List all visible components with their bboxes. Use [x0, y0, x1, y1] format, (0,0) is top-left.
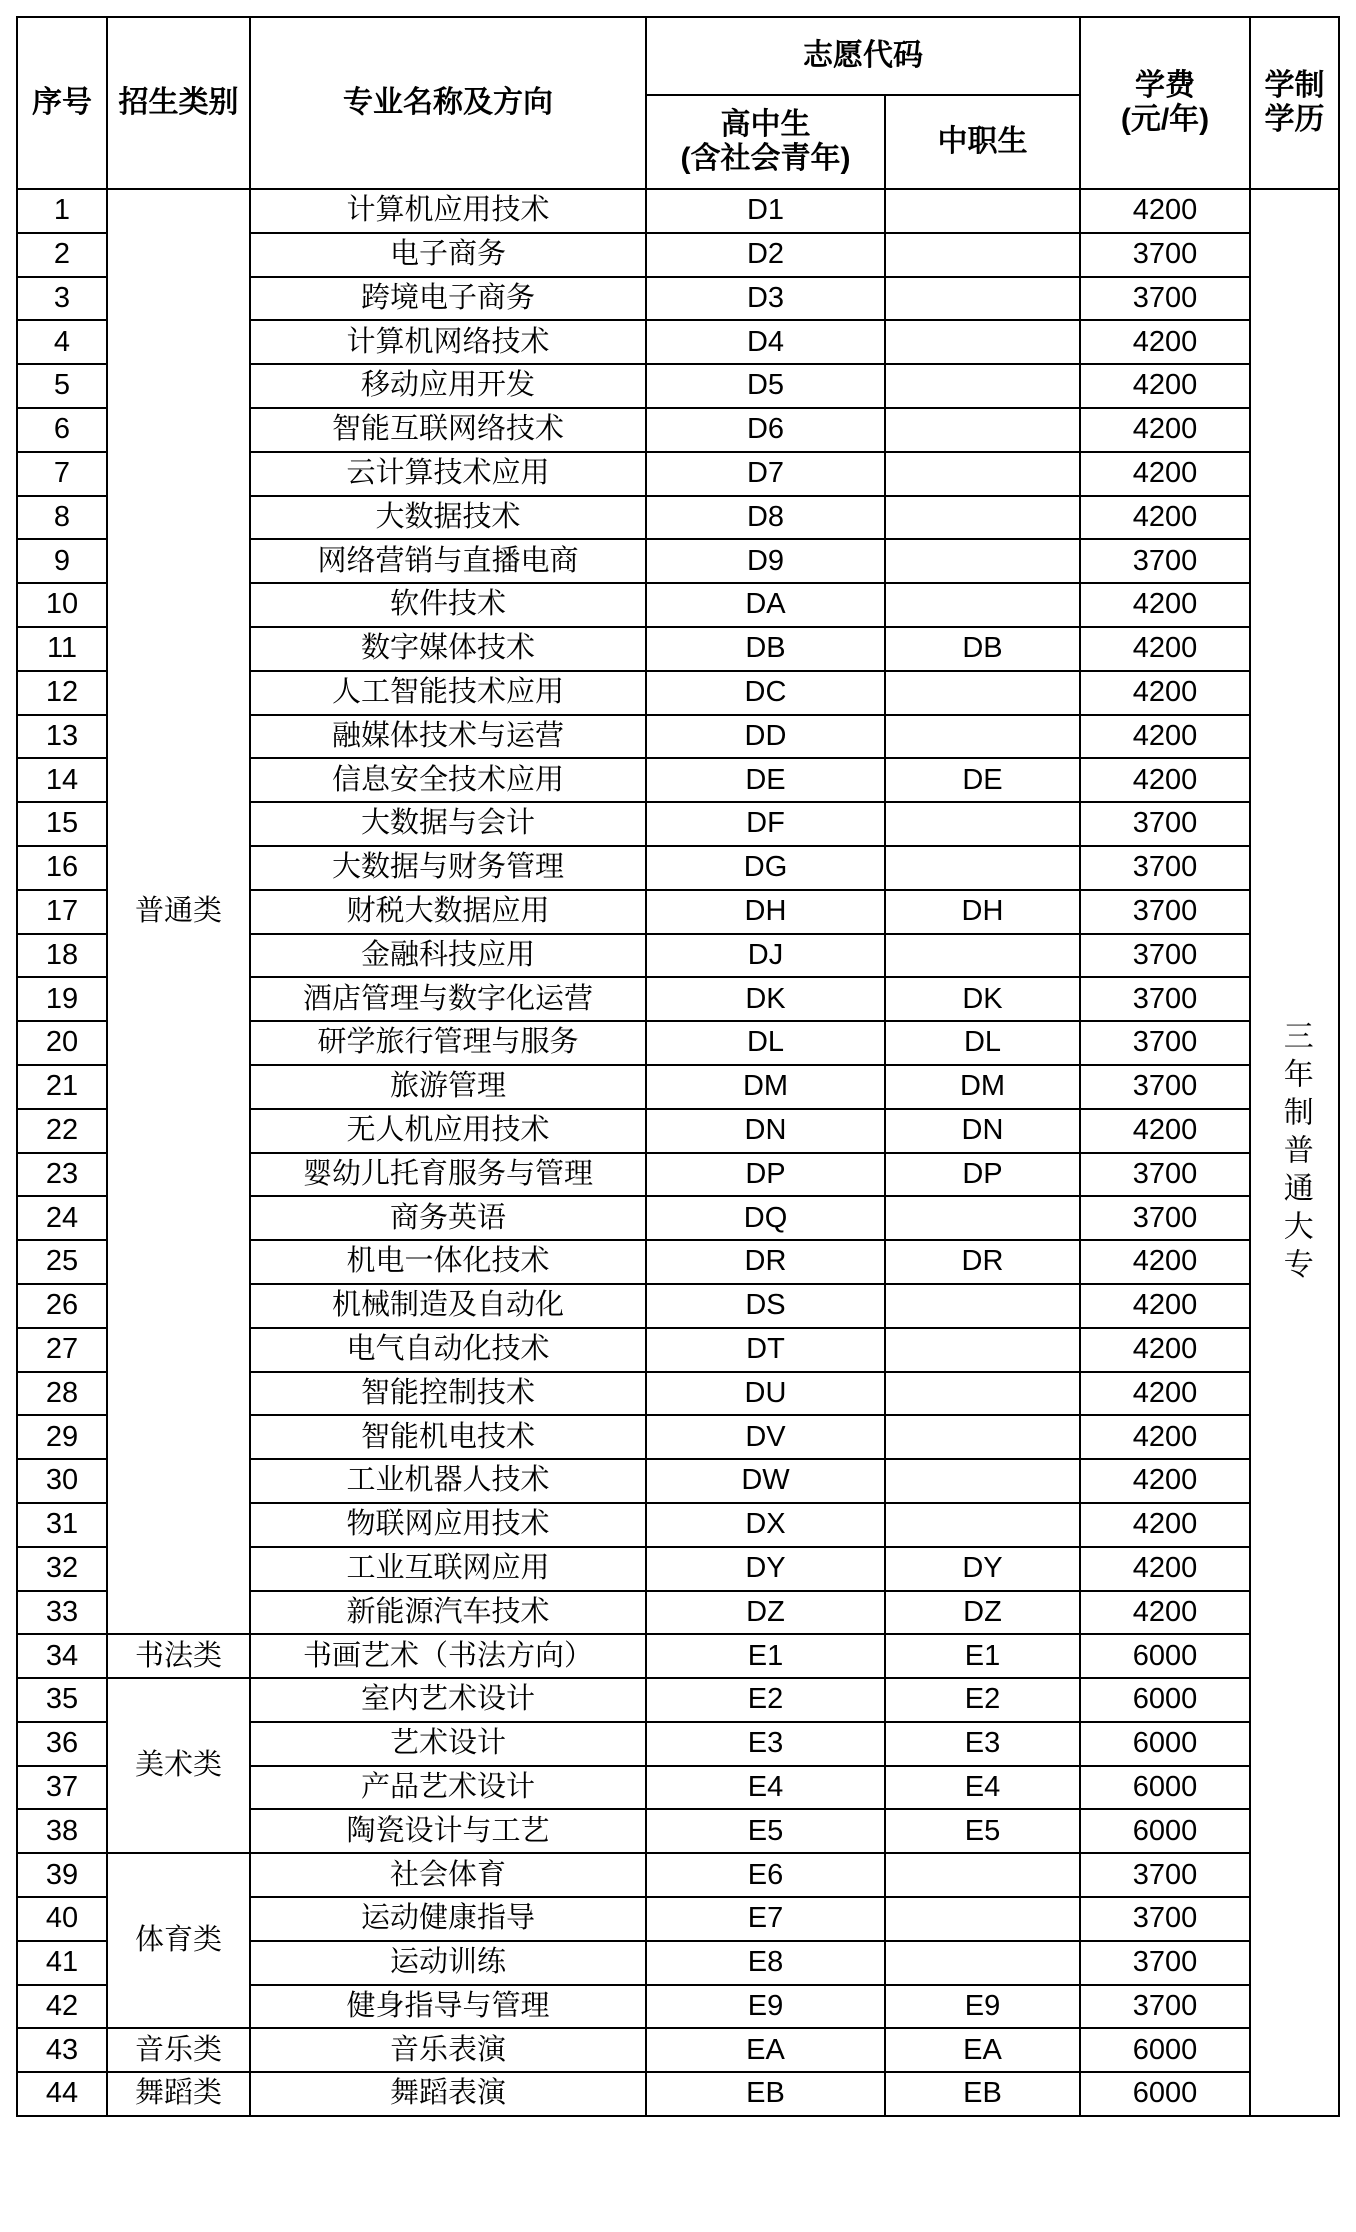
cell-major: 软件技术: [250, 583, 646, 627]
cell-fee: 4200: [1080, 452, 1250, 496]
cell-fee: 6000: [1080, 2028, 1250, 2072]
cell-fee: 6000: [1080, 1678, 1250, 1722]
header-duration-label: 学制: [1264, 68, 1325, 102]
cell-no: 39: [17, 1853, 107, 1897]
cell-code-high: DB: [646, 627, 885, 671]
cell-code-high: E5: [646, 1809, 885, 1853]
cell-code-vocational: [885, 496, 1080, 540]
cell-fee: 4200: [1080, 364, 1250, 408]
header-fee-label: 学费: [1135, 68, 1195, 102]
cell-code-high: D4: [646, 320, 885, 364]
cell-code-vocational: [885, 671, 1080, 715]
cell-no: 25: [17, 1240, 107, 1284]
cell-code-high: E3: [646, 1722, 885, 1766]
cell-code-high: E2: [646, 1678, 885, 1722]
cell-major: 无人机应用技术: [250, 1109, 646, 1153]
cell-fee: 6000: [1080, 1809, 1250, 1853]
cell-no: 8: [17, 496, 107, 540]
cell-fee: 3700: [1080, 1021, 1250, 1065]
cell-code-vocational: [885, 1196, 1080, 1240]
cell-major: 运动健康指导: [250, 1897, 646, 1941]
cell-fee: 3700: [1080, 802, 1250, 846]
cell-code-high: DG: [646, 846, 885, 890]
cell-no: 43: [17, 2028, 107, 2072]
cell-fee: 4200: [1080, 627, 1250, 671]
cell-fee: 4200: [1080, 408, 1250, 452]
cell-major: 室内艺术设计: [250, 1678, 646, 1722]
cell-major: 智能控制技术: [250, 1372, 646, 1416]
cell-no: 42: [17, 1985, 107, 2029]
cell-code-high: DV: [646, 1415, 885, 1459]
duration-value: 三年制普通大专: [1278, 1019, 1312, 1286]
header-code-high: [646, 95, 885, 189]
cell-major: 网络营销与直播电商: [250, 539, 646, 583]
cell-major: 金融科技应用: [250, 934, 646, 978]
cell-no: 21: [17, 1065, 107, 1109]
cell-no: 37: [17, 1766, 107, 1810]
cell-code-high: DU: [646, 1372, 885, 1416]
cell-major: 音乐表演: [250, 2028, 646, 2072]
cell-no: 19: [17, 977, 107, 1021]
admissions-table: [16, 16, 1340, 2117]
cell-major: 大数据与会计: [250, 802, 646, 846]
cell-code-vocational: DZ: [885, 1591, 1080, 1635]
cell-fee: 3700: [1080, 1985, 1250, 2029]
cell-code-high: DE: [646, 758, 885, 802]
cell-major: 商务英语: [250, 1196, 646, 1240]
cell-major: 旅游管理: [250, 1065, 646, 1109]
cell-no: 10: [17, 583, 107, 627]
cell-code-high: DM: [646, 1065, 885, 1109]
cell-code-vocational: [885, 539, 1080, 583]
header-fee: [1080, 17, 1250, 189]
cell-fee: 4200: [1080, 189, 1250, 233]
cell-fee: 4200: [1080, 1109, 1250, 1153]
cell-code-vocational: DR: [885, 1240, 1080, 1284]
table-row: [17, 189, 1339, 233]
cell-code-high: EB: [646, 2072, 885, 2116]
cell-code-vocational: [885, 277, 1080, 321]
cell-major: 研学旅行管理与服务: [250, 1021, 646, 1065]
cell-fee: 4200: [1080, 583, 1250, 627]
table-row: [17, 1853, 1339, 1897]
table-row: [17, 2028, 1339, 2072]
cell-code-vocational: [885, 1503, 1080, 1547]
cell-fee: 3700: [1080, 1897, 1250, 1941]
cell-code-vocational: E5: [885, 1809, 1080, 1853]
cell-code-high: E6: [646, 1853, 885, 1897]
cell-major: 新能源汽车技术: [250, 1591, 646, 1635]
cell-no: 16: [17, 846, 107, 890]
cell-no: 38: [17, 1809, 107, 1853]
cell-code-high: E1: [646, 1634, 885, 1678]
cell-fee: 6000: [1080, 1722, 1250, 1766]
cell-code-vocational: DB: [885, 627, 1080, 671]
cell-code-vocational: [885, 1415, 1080, 1459]
cell-code-high: DA: [646, 583, 885, 627]
cell-major: 工业互联网应用: [250, 1547, 646, 1591]
cell-code-high: DF: [646, 802, 885, 846]
cell-code-vocational: [885, 715, 1080, 759]
cell-code-high: DX: [646, 1503, 885, 1547]
cell-code-vocational: EB: [885, 2072, 1080, 2116]
cell-code-vocational: DM: [885, 1065, 1080, 1109]
cell-major: 跨境电子商务: [250, 277, 646, 321]
cell-no: 12: [17, 671, 107, 715]
cell-fee: 3700: [1080, 277, 1250, 321]
cell-major: 大数据技术: [250, 496, 646, 540]
cell-code-high: DY: [646, 1547, 885, 1591]
cell-fee: 3700: [1080, 1941, 1250, 1985]
cell-no: 29: [17, 1415, 107, 1459]
cell-major: 健身指导与管理: [250, 1985, 646, 2029]
cell-code-vocational: [885, 364, 1080, 408]
cell-major: 电气自动化技术: [250, 1328, 646, 1372]
cell-category: 音乐类: [107, 2028, 250, 2072]
table-row: [17, 2072, 1339, 2116]
cell-no: 27: [17, 1328, 107, 1372]
cell-fee: 3700: [1080, 977, 1250, 1021]
cell-code-high: DJ: [646, 934, 885, 978]
cell-code-vocational: E9: [885, 1985, 1080, 2029]
cell-major: 财税大数据应用: [250, 890, 646, 934]
cell-no: 20: [17, 1021, 107, 1065]
cell-code-vocational: DL: [885, 1021, 1080, 1065]
cell-category: 体育类: [107, 1853, 250, 2028]
cell-major: 智能机电技术: [250, 1415, 646, 1459]
cell-no: 4: [17, 320, 107, 364]
cell-fee: 6000: [1080, 1634, 1250, 1678]
cell-fee: 4200: [1080, 758, 1250, 802]
cell-fee: 4200: [1080, 1591, 1250, 1635]
cell-no: 32: [17, 1547, 107, 1591]
cell-fee: 4200: [1080, 1547, 1250, 1591]
cell-code-high: D3: [646, 277, 885, 321]
cell-fee: 6000: [1080, 1766, 1250, 1810]
cell-no: 1: [17, 189, 107, 233]
cell-fee: 3700: [1080, 1853, 1250, 1897]
header-code-group: 志愿代码: [646, 17, 1080, 95]
cell-code-vocational: DE: [885, 758, 1080, 802]
cell-code-high: DP: [646, 1153, 885, 1197]
cell-code-high: E9: [646, 1985, 885, 2029]
cell-code-vocational: [885, 846, 1080, 890]
cell-no: 36: [17, 1722, 107, 1766]
header-fee-unit: (元/年): [1120, 103, 1210, 136]
cell-major: 人工智能技术应用: [250, 671, 646, 715]
cell-code-vocational: [885, 1328, 1080, 1372]
cell-no: 9: [17, 539, 107, 583]
cell-code-vocational: E3: [885, 1722, 1080, 1766]
cell-major: 工业机器人技术: [250, 1459, 646, 1503]
cell-major: 移动应用开发: [250, 364, 646, 408]
cell-major: 机电一体化技术: [250, 1240, 646, 1284]
cell-code-high: D2: [646, 233, 885, 277]
cell-major: 计算机网络技术: [250, 320, 646, 364]
header-duration: [1250, 17, 1339, 189]
cell-fee: 6000: [1080, 2072, 1250, 2116]
cell-fee: 3700: [1080, 233, 1250, 277]
cell-code-high: DR: [646, 1240, 885, 1284]
cell-major: 物联网应用技术: [250, 1503, 646, 1547]
cell-code-vocational: [885, 934, 1080, 978]
cell-fee: 3700: [1080, 846, 1250, 890]
header-major: 专业名称及方向: [250, 17, 646, 189]
cell-no: 23: [17, 1153, 107, 1197]
cell-code-high: D1: [646, 189, 885, 233]
cell-no: 13: [17, 715, 107, 759]
cell-major: 艺术设计: [250, 1722, 646, 1766]
cell-fee: 3700: [1080, 539, 1250, 583]
cell-code-vocational: [885, 320, 1080, 364]
cell-no: 14: [17, 758, 107, 802]
cell-code-high: DD: [646, 715, 885, 759]
cell-no: 5: [17, 364, 107, 408]
cell-no: 44: [17, 2072, 107, 2116]
cell-code-vocational: [885, 1853, 1080, 1897]
cell-no: 33: [17, 1591, 107, 1635]
cell-fee: 4200: [1080, 1415, 1250, 1459]
cell-no: 35: [17, 1678, 107, 1722]
cell-code-vocational: [885, 583, 1080, 627]
table-body: [17, 189, 1339, 2116]
cell-fee: 4200: [1080, 671, 1250, 715]
cell-code-high: DZ: [646, 1591, 885, 1635]
cell-code-high: D9: [646, 539, 885, 583]
cell-code-vocational: DN: [885, 1109, 1080, 1153]
cell-no: 26: [17, 1284, 107, 1328]
cell-no: 24: [17, 1196, 107, 1240]
cell-major: 舞蹈表演: [250, 2072, 646, 2116]
cell-code-vocational: E1: [885, 1634, 1080, 1678]
cell-no: 6: [17, 408, 107, 452]
cell-no: 18: [17, 934, 107, 978]
cell-code-high: DL: [646, 1021, 885, 1065]
cell-code-high: E4: [646, 1766, 885, 1810]
cell-major: 大数据与财务管理: [250, 846, 646, 890]
cell-no: 34: [17, 1634, 107, 1678]
cell-fee: 3700: [1080, 890, 1250, 934]
cell-code-high: D7: [646, 452, 885, 496]
header-code-high-note: (含社会青年): [680, 142, 851, 175]
cell-code-high: DN: [646, 1109, 885, 1153]
cell-code-high: DS: [646, 1284, 885, 1328]
cell-major: 云计算技术应用: [250, 452, 646, 496]
cell-code-vocational: [885, 1897, 1080, 1941]
cell-major: 运动训练: [250, 1941, 646, 1985]
cell-no: 22: [17, 1109, 107, 1153]
cell-major: 融媒体技术与运营: [250, 715, 646, 759]
cell-fee: 4200: [1080, 1372, 1250, 1416]
cell-no: 30: [17, 1459, 107, 1503]
cell-major: 书画艺术（书法方向）: [250, 1634, 646, 1678]
cell-code-high: DQ: [646, 1196, 885, 1240]
cell-major: 产品艺术设计: [250, 1766, 646, 1810]
cell-code-high: DT: [646, 1328, 885, 1372]
header-no: 序号: [17, 17, 107, 189]
cell-fee: 4200: [1080, 1284, 1250, 1328]
cell-code-vocational: [885, 452, 1080, 496]
cell-code-high: D8: [646, 496, 885, 540]
header-code-high-label: 高中生: [720, 107, 811, 141]
cell-code-high: DK: [646, 977, 885, 1021]
cell-code-high: EA: [646, 2028, 885, 2072]
cell-fee: 4200: [1080, 320, 1250, 364]
cell-code-vocational: DH: [885, 890, 1080, 934]
cell-code-vocational: [885, 1459, 1080, 1503]
cell-code-vocational: DK: [885, 977, 1080, 1021]
cell-no: 40: [17, 1897, 107, 1941]
cell-no: 15: [17, 802, 107, 846]
cell-no: 28: [17, 1372, 107, 1416]
table-row: [17, 1678, 1339, 1722]
cell-code-vocational: E2: [885, 1678, 1080, 1722]
cell-major: 电子商务: [250, 233, 646, 277]
cell-no: 3: [17, 277, 107, 321]
cell-major: 智能互联网络技术: [250, 408, 646, 452]
cell-major: 计算机应用技术: [250, 189, 646, 233]
cell-category: 书法类: [107, 1634, 250, 1678]
cell-code-vocational: [885, 233, 1080, 277]
cell-fee: 4200: [1080, 715, 1250, 759]
header-category: 招生类别: [107, 17, 250, 189]
cell-category: 美术类: [107, 1678, 250, 1853]
cell-category: 普通类: [107, 189, 250, 1634]
cell-code-high: DH: [646, 890, 885, 934]
cell-code-vocational: [885, 802, 1080, 846]
cell-no: 31: [17, 1503, 107, 1547]
cell-no: 7: [17, 452, 107, 496]
cell-no: 2: [17, 233, 107, 277]
table-row: [17, 1634, 1339, 1678]
header-code-vocational: 中职生: [885, 95, 1080, 189]
cell-fee: 4200: [1080, 1240, 1250, 1284]
cell-fee: 4200: [1080, 1503, 1250, 1547]
cell-code-vocational: E4: [885, 1766, 1080, 1810]
cell-no: 11: [17, 627, 107, 671]
cell-major: 陶瓷设计与工艺: [250, 1809, 646, 1853]
cell-no: 17: [17, 890, 107, 934]
cell-fee: 4200: [1080, 496, 1250, 540]
cell-major: 婴幼儿托育服务与管理: [250, 1153, 646, 1197]
cell-major: 社会体育: [250, 1853, 646, 1897]
cell-fee: 3700: [1080, 934, 1250, 978]
cell-code-high: D6: [646, 408, 885, 452]
cell-code-vocational: [885, 1284, 1080, 1328]
cell-code-vocational: EA: [885, 2028, 1080, 2072]
cell-fee: 4200: [1080, 1459, 1250, 1503]
cell-code-vocational: [885, 408, 1080, 452]
cell-major: 酒店管理与数字化运营: [250, 977, 646, 1021]
cell-fee: 4200: [1080, 1328, 1250, 1372]
cell-major: 机械制造及自动化: [250, 1284, 646, 1328]
cell-fee: 3700: [1080, 1065, 1250, 1109]
cell-code-high: E8: [646, 1941, 885, 1985]
cell-fee: 3700: [1080, 1153, 1250, 1197]
cell-code-vocational: [885, 189, 1080, 233]
cell-code-high: E7: [646, 1897, 885, 1941]
cell-code-vocational: [885, 1372, 1080, 1416]
header-degree-label: 学历: [1264, 103, 1325, 136]
cell-code-vocational: DY: [885, 1547, 1080, 1591]
cell-major: 信息安全技术应用: [250, 758, 646, 802]
cell-major: 数字媒体技术: [250, 627, 646, 671]
cell-fee: 3700: [1080, 1196, 1250, 1240]
cell-code-high: DW: [646, 1459, 885, 1503]
cell-code-vocational: [885, 1941, 1080, 1985]
cell-no: 41: [17, 1941, 107, 1985]
cell-code-high: DC: [646, 671, 885, 715]
cell-code-high: D5: [646, 364, 885, 408]
cell-category: 舞蹈类: [107, 2072, 250, 2116]
cell-code-vocational: DP: [885, 1153, 1080, 1197]
cell-duration: [1250, 189, 1339, 2116]
